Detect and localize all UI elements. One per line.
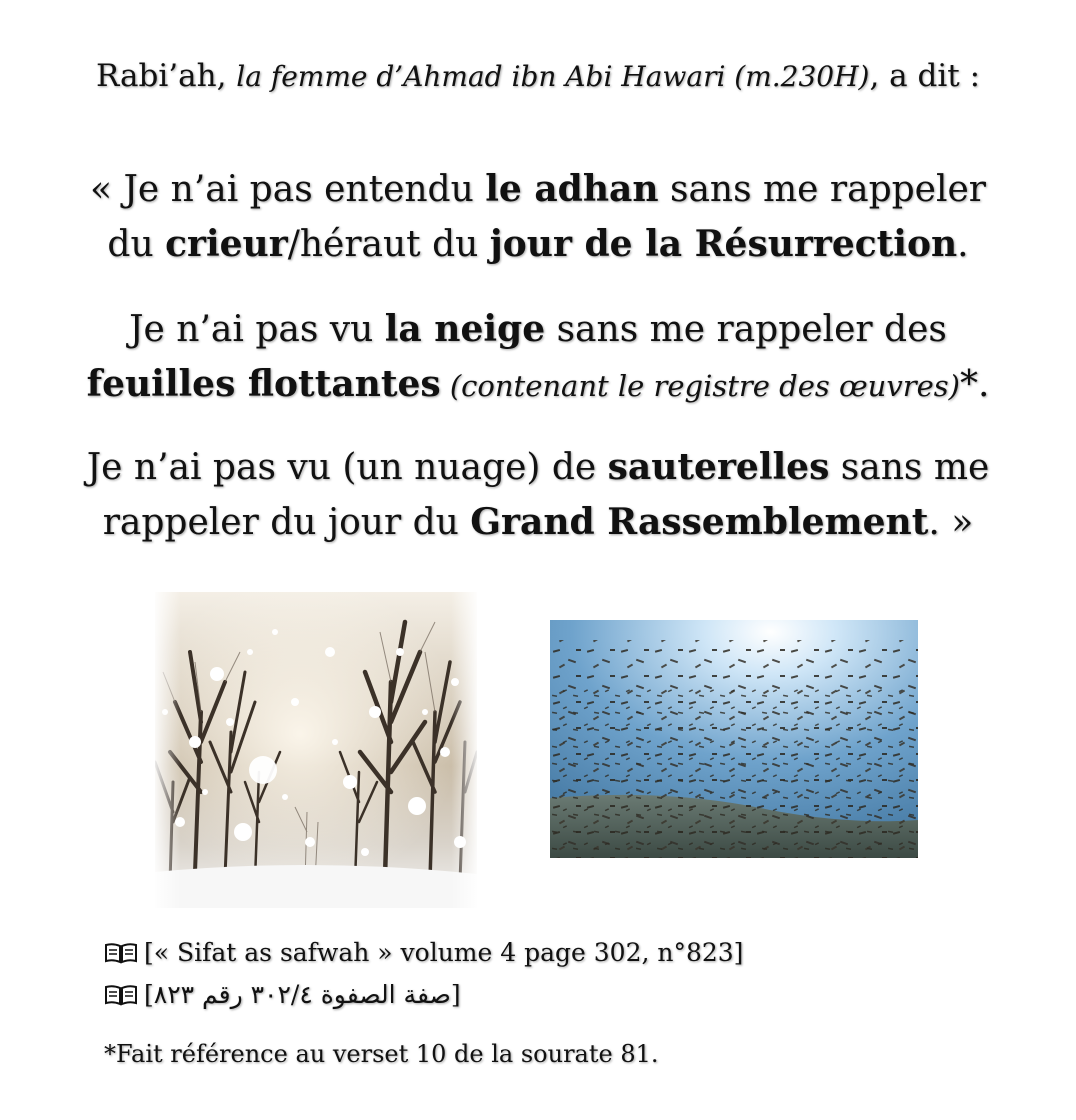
quote-text: *. (959, 364, 990, 405)
quote-bold: feuilles flottantes (86, 363, 441, 405)
quote-bold: Grand Rassemblement (470, 501, 929, 543)
quote-text: rappeler du jour du (102, 502, 471, 543)
reference-arabic-text: [صفة الصفوة ٣٠٢/٤ رقم ٨٢٣] (144, 980, 461, 1009)
said-text: , a dit : (869, 58, 981, 94)
intro-line (0, 58, 1076, 94)
quote-text: Je n’ai pas vu (129, 309, 385, 350)
quote-italic: (contenant le registre des œuvres) (440, 369, 960, 403)
quote-paragraph-locusts (40, 440, 1036, 550)
quote-bold: jour de la Résurrection (489, 223, 958, 265)
reference-text: [« Sifat as safwah » volume 4 page 302, n°823] (144, 938, 744, 967)
quote-text: . » (928, 502, 974, 543)
snowy-forest-image (155, 592, 477, 908)
quote-paragraph-adhan (40, 162, 1036, 272)
open-book-icon (104, 984, 138, 1006)
open-book-icon (104, 942, 138, 964)
reference-french (104, 938, 743, 967)
reference-arabic (104, 980, 461, 1009)
locust-swarm-image (550, 620, 918, 858)
quote-text: « Je n’ai pas entendu (89, 169, 486, 210)
author-name: Rabi’ah, (95, 58, 227, 94)
quote-text: sans me rappeler des (545, 309, 947, 350)
snowy-forest-icon (155, 592, 477, 908)
quote-text: . (957, 224, 969, 265)
quote-text: Je n’ai pas vu (un nuage) de (86, 447, 608, 488)
author-descriptor: la femme d’Ahmad ibn Abi Hawari (m.230H) (236, 60, 870, 93)
locust-swarm-icon (550, 620, 918, 858)
quote-text: du (107, 224, 166, 265)
quote-bold: sauterelles (607, 446, 830, 488)
quote-paragraph-snow (40, 302, 1036, 413)
quote-bold: le adhan (485, 168, 659, 210)
quote-text: sans me rappeler (658, 169, 986, 210)
quote-bold: la neige (384, 308, 546, 350)
quote-text: sans me (829, 447, 990, 488)
quote-text: /héraut du (287, 224, 490, 265)
quote-bold: crieur (165, 223, 288, 265)
footnote: *Fait référence au verset 10 de la sourate 81. (104, 1040, 659, 1068)
